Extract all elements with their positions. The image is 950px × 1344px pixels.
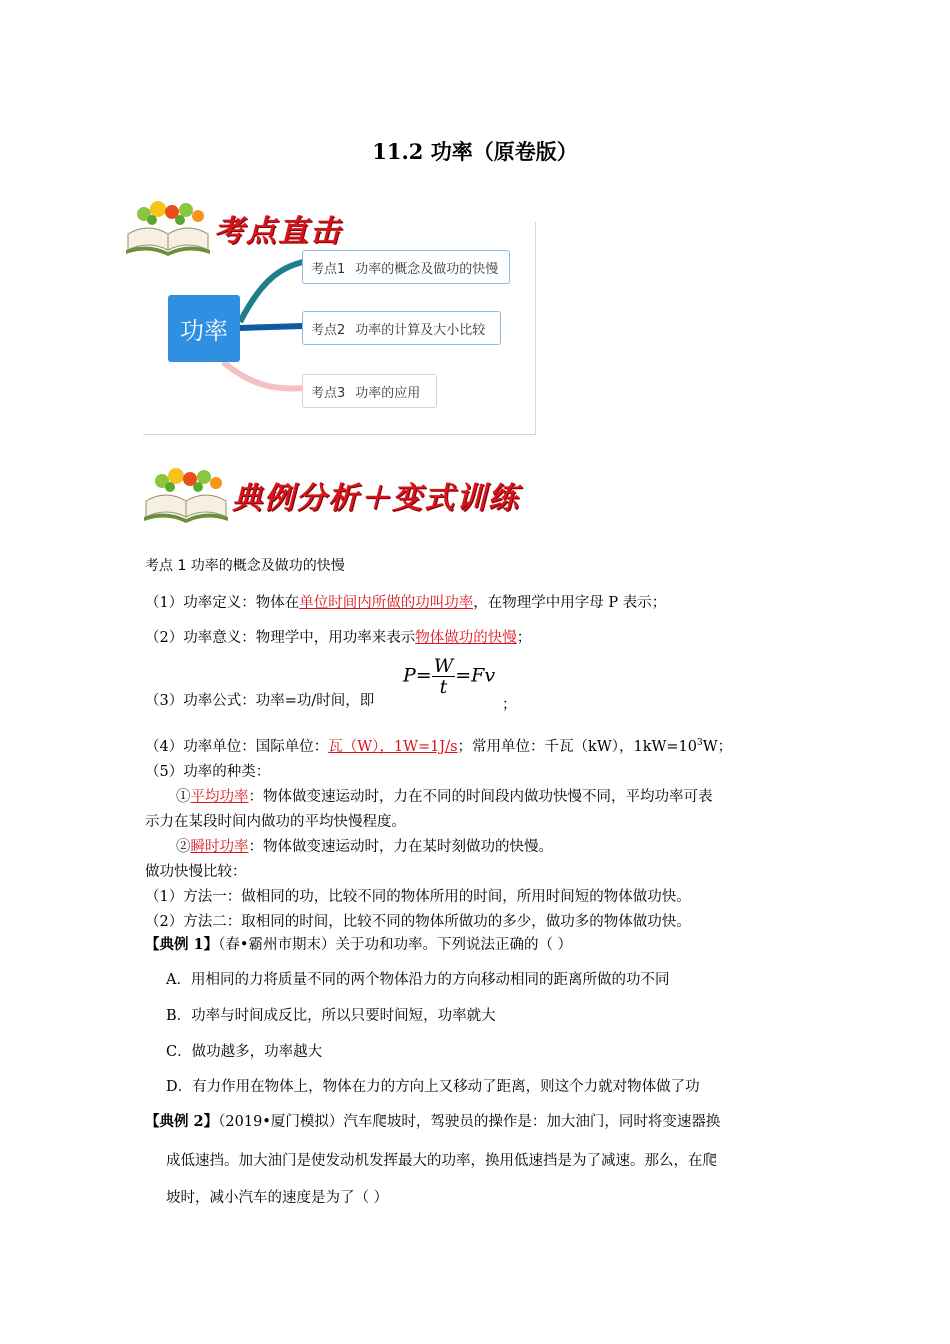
- example-tag: 【典例 2】: [145, 1113, 219, 1130]
- mind-map: [143, 222, 536, 435]
- mind-map-central-node: 功率: [168, 295, 240, 362]
- formula-symbol: P: [403, 664, 416, 687]
- key-term: 物体做功的快慢: [415, 630, 517, 646]
- formula-symbol: Fv: [471, 664, 496, 687]
- text: （4）功率单位：国际单位：: [145, 739, 329, 755]
- text: ；: [516, 630, 532, 646]
- example-1-option-a: A．用相同的力将质量不同的两个物体沿力的方向移动相同的距离所做的功不同: [166, 972, 670, 988]
- power-formula: [403, 656, 495, 697]
- text: （2019•厦门模拟）汽车爬坡时，驾驶员的操作是：加大油门，同时将变速器换: [218, 1114, 721, 1130]
- example-1-stem: [145, 933, 572, 954]
- definition-line-5a-cont: 示力在某段时间内做功的平均快慢程度。: [145, 814, 406, 830]
- banner-title: 考点直击: [214, 214, 342, 249]
- text: ：物体做变速运动时，力在某时刻做功的快慢。: [248, 839, 553, 855]
- definition-line-2: [145, 626, 531, 647]
- definition-line-5a: [176, 785, 713, 806]
- formula-denominator: t: [439, 676, 448, 698]
- topic-key: 考点3: [311, 385, 346, 401]
- mind-map-topic-2: [302, 311, 501, 345]
- formula-numerator: W: [433, 655, 454, 677]
- text: ②: [176, 839, 191, 855]
- banner-title: 典例分析＋变式训练: [232, 481, 520, 516]
- page-title: 11.2 功率（原卷版）: [372, 139, 578, 164]
- text: ，在物理学中用字母 P 表示；: [473, 595, 667, 611]
- mind-map-topic-3: [302, 374, 437, 408]
- topic-key: 考点2: [311, 322, 346, 338]
- text: ①: [176, 789, 191, 805]
- text: （春•霸州市期末）关于功和功率。下列说法正确的（ ）: [218, 937, 573, 953]
- formula-equals: =: [455, 664, 472, 687]
- open-book-flowers-icon: [140, 467, 232, 523]
- topic-label: 功率的应用: [355, 385, 421, 401]
- key-term: 瞬时功率: [190, 839, 249, 855]
- text: W；: [702, 739, 733, 755]
- compare-method-1: （1）方法一：做相同的功，比较不同的物体所用的时间，所用时间短的物体做功快。: [145, 889, 691, 905]
- example-2-stem-line-3: 坡时，减小汽车的速度是为了（ ）: [166, 1190, 389, 1206]
- key-term: 平均功率: [190, 789, 249, 805]
- formula-equals: =: [415, 664, 432, 687]
- example-1-option-c: C．做功越多，功率越大: [166, 1044, 323, 1060]
- key-term: 单位时间内所做的功叫功率: [299, 595, 474, 611]
- example-1-option-b: B．功率与时间成反比，所以只要时间短，功率就大: [166, 1008, 496, 1024]
- section-heading: 考点 1 功率的概念及做功的快慢: [145, 558, 345, 574]
- topic-key: 考点1: [311, 261, 346, 277]
- mind-map-topic-1: [302, 250, 510, 284]
- compare-title: 做功快慢比较：: [145, 864, 247, 880]
- example-2-stem-line-2: 成低速挡。加大油门是使发动机发挥最大的功率，换用低速挡是为了减速。那么，在爬: [166, 1153, 717, 1169]
- definition-line-5: （5）功率的种类：: [145, 764, 271, 780]
- topic-label: 功率的计算及大小比较: [355, 322, 486, 338]
- example-1-option-d: D．有力作用在物体上，物体在力的方向上又移动了距离，则这个力就对物体做了功: [166, 1079, 700, 1095]
- text: ：物体做变速运动时，力在不同的时间段内做功快慢不同，平均功率可表: [248, 789, 713, 805]
- banner-examples: [140, 467, 560, 527]
- superscript: 3: [697, 738, 703, 749]
- definition-line-4: [145, 735, 732, 756]
- compare-method-2: （2）方法二：取相同的时间，比较不同的物体所做功的多少，做功多的物体做功快。: [145, 914, 691, 930]
- example-tag: 【典例 1】: [145, 936, 219, 953]
- text: ；常用单位：千瓦（kW），1kW=10: [457, 739, 697, 755]
- definition-line-3-end: ；: [502, 697, 517, 713]
- text: （2）功率意义：物理学中，用功率来表示: [145, 630, 416, 646]
- definition-line-1: [145, 591, 666, 612]
- topic-label: 功率的概念及做功的快慢: [355, 261, 499, 277]
- text: （1）功率定义：物体在: [145, 595, 300, 611]
- formula-fraction: [432, 656, 456, 697]
- definition-line-3: （3）功率公式：功率=功/时间，即: [145, 693, 375, 709]
- definition-line-5b: [176, 835, 553, 856]
- example-2-stem: [145, 1110, 720, 1131]
- key-term: 瓦（W），1W=1J/s: [328, 739, 458, 755]
